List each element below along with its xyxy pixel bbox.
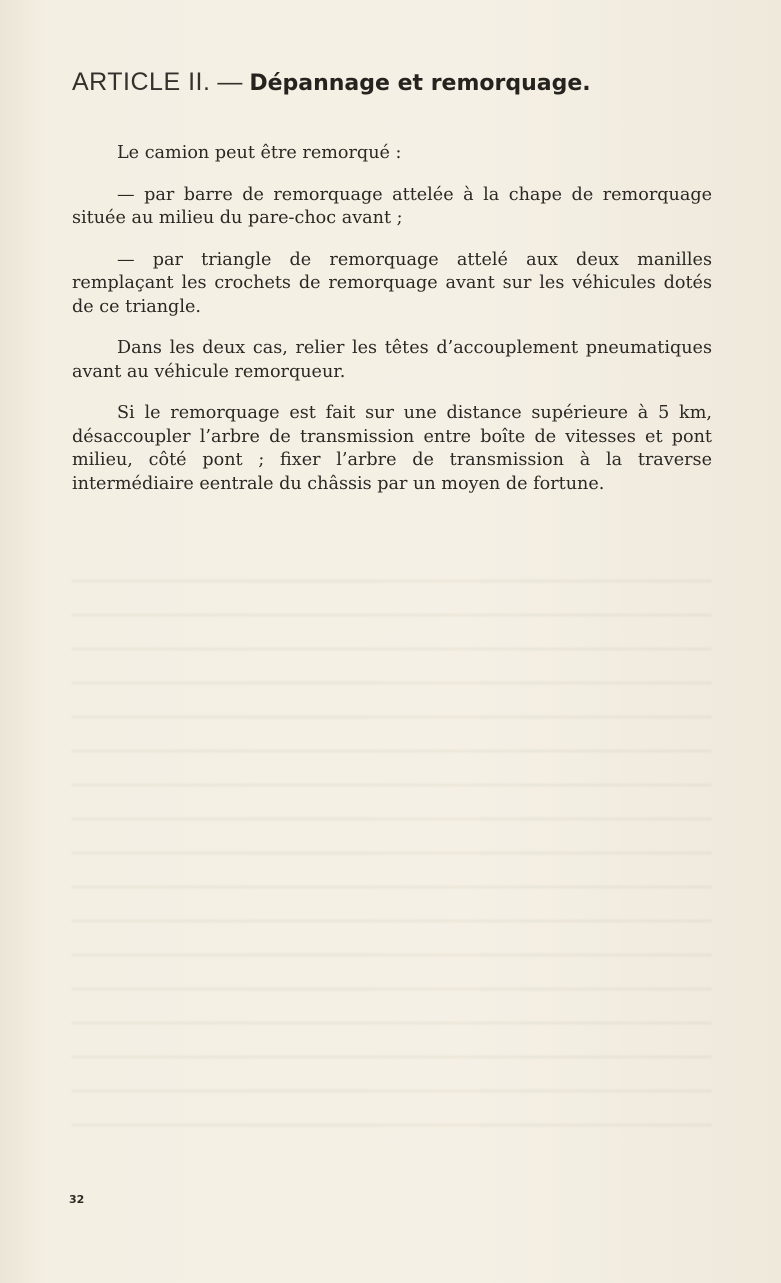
- article-heading: [72, 66, 732, 100]
- paragraph-intro: Le camion peut être remorqué :: [117, 143, 402, 163]
- paragraph-tow-triangle: — par triangle de remorquage attelé aux deux manilles remplaçant les crochets de remorquage avant sur les véhicules dotés de ce triangle.: [72, 249, 712, 317]
- paragraph-air-couplings: Dans les deux cas, relier les têtes d’accouplement pneumatiques avant au véhicule remorqueur.: [72, 338, 712, 382]
- heading-separator: —: [210, 68, 250, 96]
- article-body: [72, 142, 712, 514]
- paragraph-tow-bar: — par barre de remorquage attelée à la chape de remorquage située au milieu du pare-choc avant ;: [72, 184, 712, 228]
- page-number: 32: [69, 1193, 85, 1206]
- paragraph-long-distance: Si le remorquage est fait sur une distance supérieure à 5 km, désaccoupler l’arbre de transmission entre boîte de vitesses et pont milieu, côté pont ; fixer l’arbre de transmission à la traverse intermédiaire eentrale du châssis par un moyen de fortune.: [72, 403, 712, 494]
- show-through-texture: [72, 560, 712, 1140]
- article-number: ARTICLE II.: [72, 68, 211, 96]
- article-title: Dépannage et remorquage.: [249, 71, 591, 96]
